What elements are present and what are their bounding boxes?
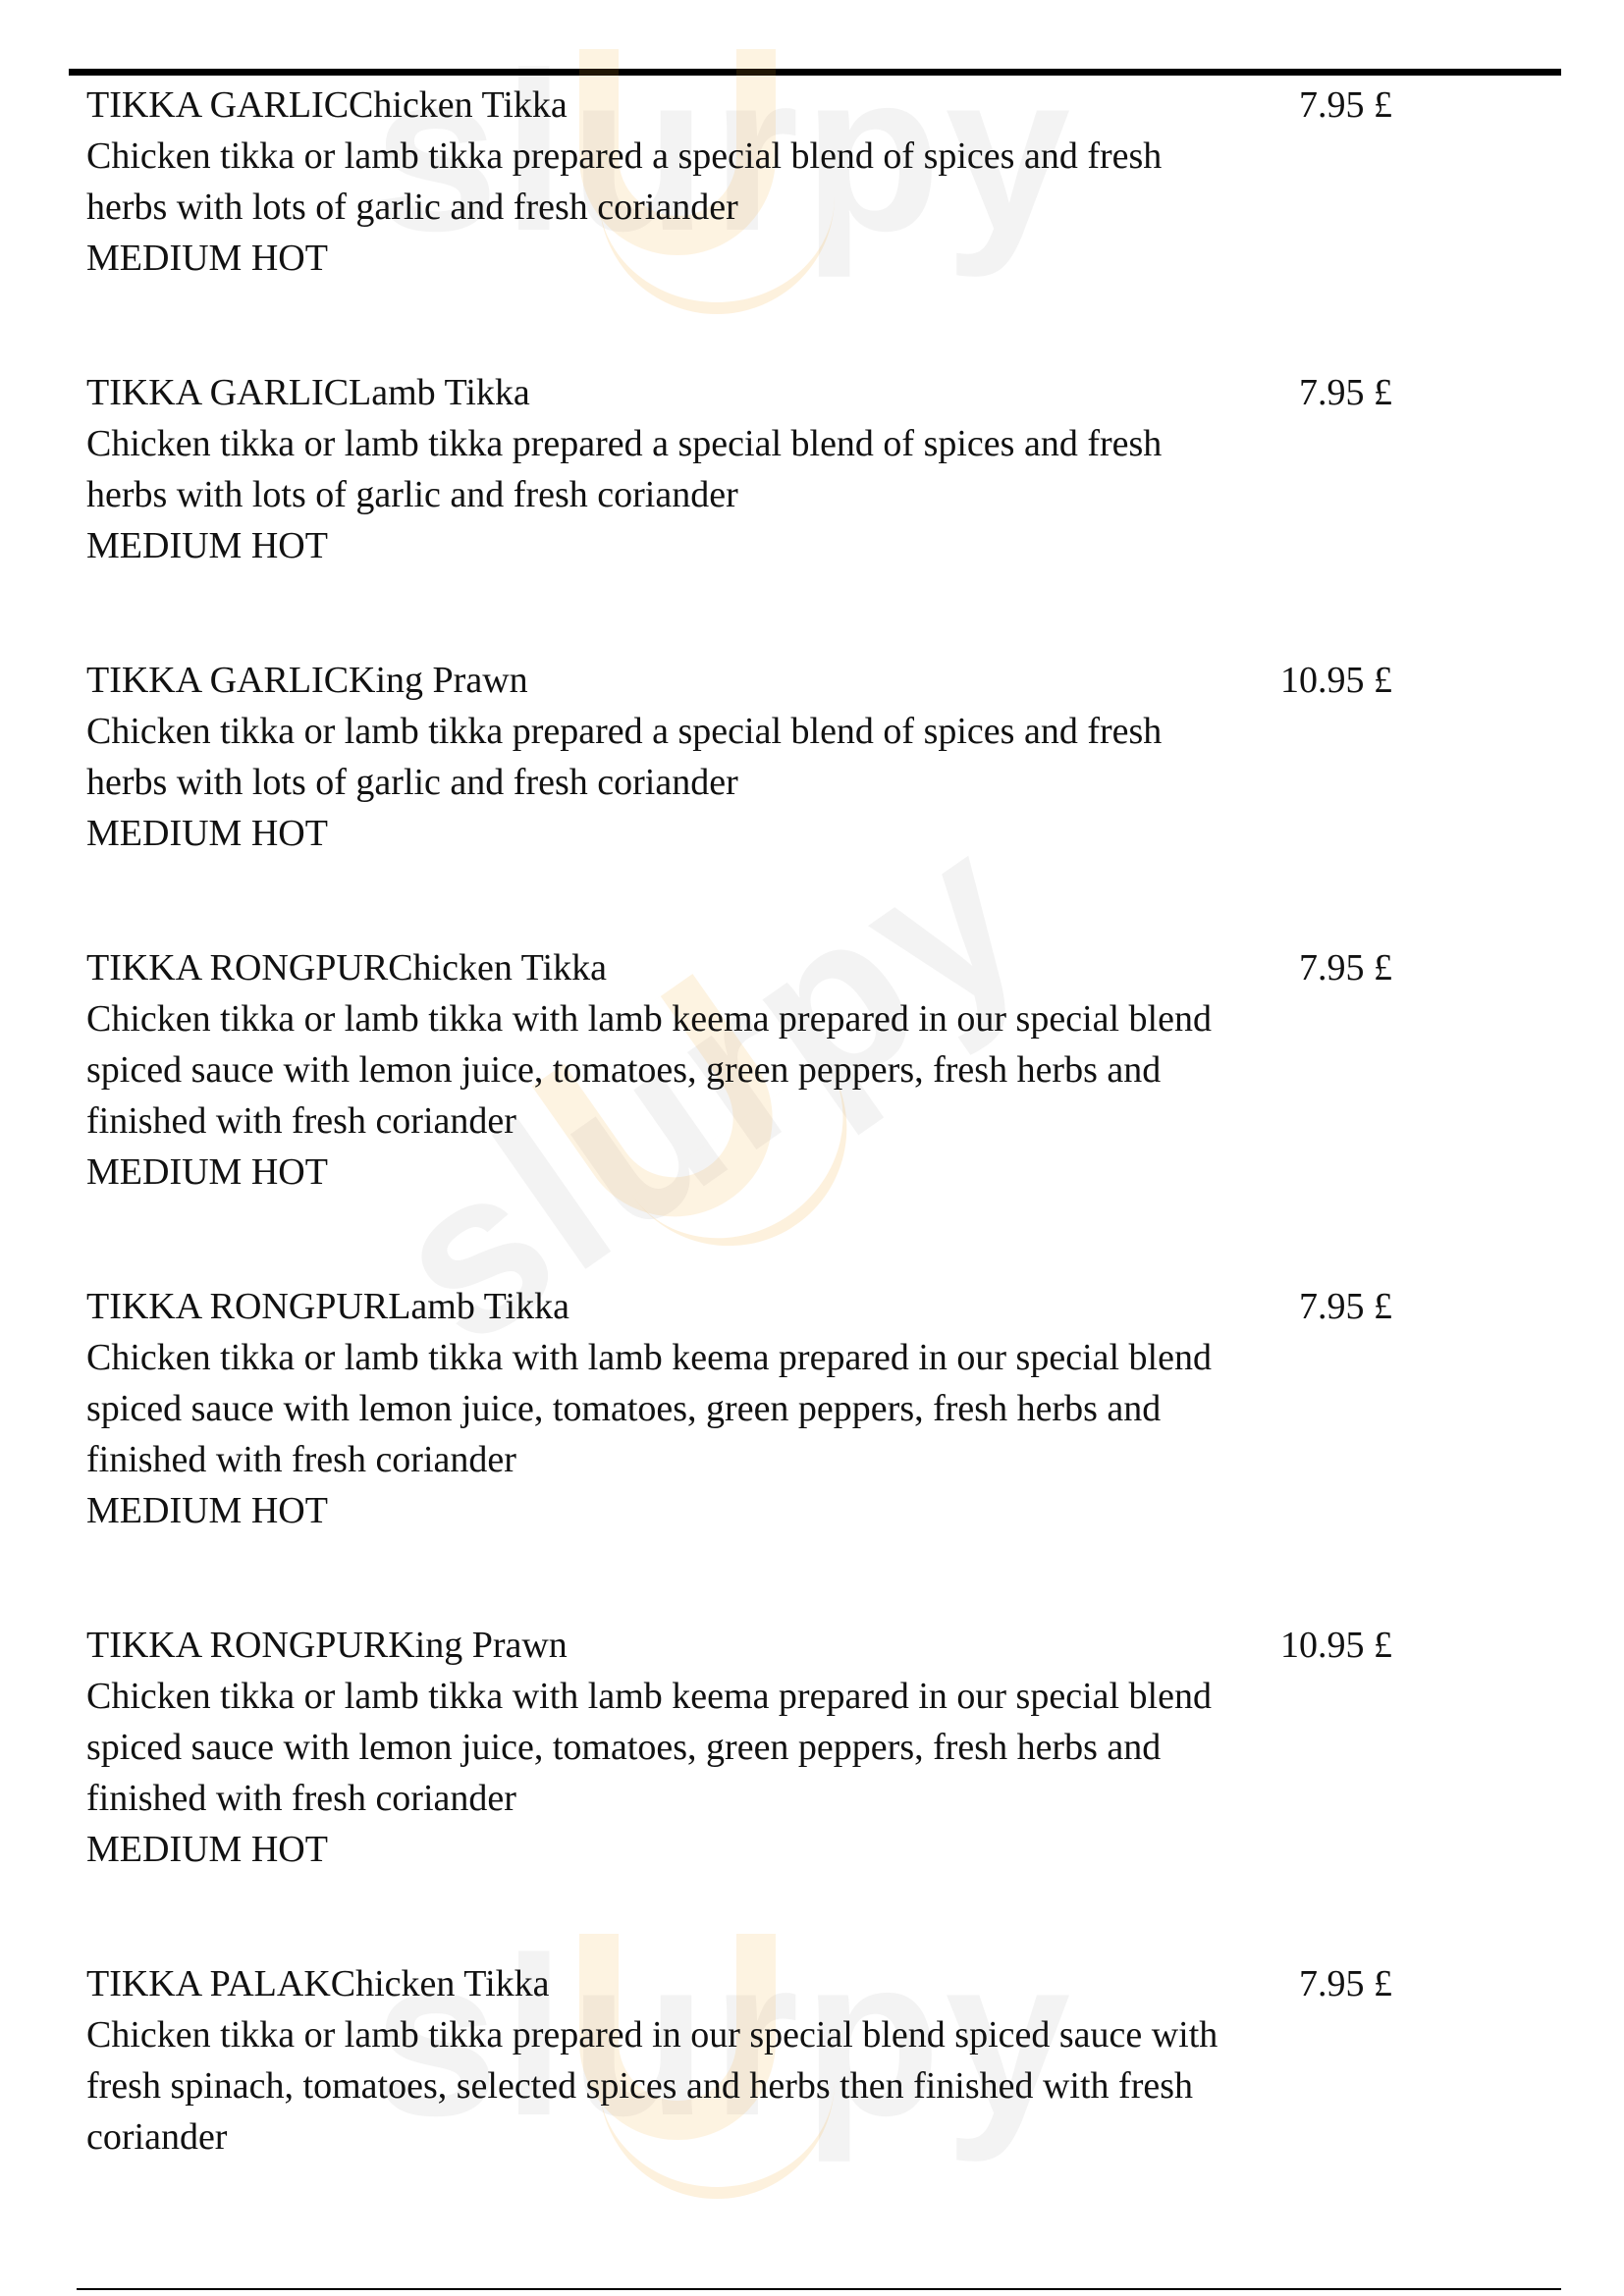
item-title: TIKKA RONGPURLamb Tikka — [86, 1286, 569, 1327]
item-price: 10.95 £ — [1280, 660, 1392, 701]
menu-item — [86, 80, 1392, 284]
menu-item — [86, 1281, 1392, 1536]
item-description: Chicken tikka or lamb tikka prepared in our special blend spiced sauce with fresh spinach, tomatoes, selected spices and herbs then finished with fresh coriander — [86, 2014, 1218, 2158]
menu-list — [86, 80, 1392, 2246]
item-title: TIKKA PALAKChicken Tikka — [86, 1963, 550, 2004]
top-rule — [69, 69, 1561, 76]
item-title: TIKKA RONGPURChicken Tikka — [86, 947, 607, 988]
item-description: Chicken tikka or lamb tikka with lamb keema prepared in our special blend spiced sauce with lemon juice, tomatoes, green peppers, fresh herbs and finished with fresh coriander — [86, 1337, 1212, 1480]
item-description: Chicken tikka or lamb tikka prepared a special blend of spices and fresh herbs with lots of garlic and fresh coriander — [86, 423, 1163, 515]
item-title: TIKKA GARLICLamb Tikka — [86, 372, 530, 413]
item-heat-level: MEDIUM HOT — [86, 1829, 328, 1870]
menu-item — [86, 367, 1392, 571]
item-heat-level: MEDIUM HOT — [86, 1151, 328, 1193]
item-description: Chicken tikka or lamb tikka with lamb keema prepared in our special blend spiced sauce with lemon juice, tomatoes, green peppers, fresh herbs and finished with fresh coriander — [86, 1676, 1212, 1819]
item-title: TIKKA RONGPURKing Prawn — [86, 1625, 568, 1666]
item-price: 7.95 £ — [1299, 372, 1392, 413]
item-price: 10.95 £ — [1280, 1625, 1392, 1666]
item-price: 7.95 £ — [1299, 84, 1392, 126]
item-description: Chicken tikka or lamb tikka prepared a special blend of spices and fresh herbs with lots of garlic and fresh coriander — [86, 135, 1163, 228]
item-title: TIKKA GARLICKing Prawn — [86, 660, 528, 701]
item-heat-level: MEDIUM HOT — [86, 1490, 328, 1531]
menu-item — [86, 942, 1392, 1198]
item-title: TIKKA GARLICChicken Tikka — [86, 84, 568, 126]
item-price: 7.95 £ — [1299, 947, 1392, 988]
item-price: 7.95 £ — [1299, 1286, 1392, 1327]
item-description: Chicken tikka or lamb tikka prepared a special blend of spices and fresh herbs with lots of garlic and fresh coriander — [86, 711, 1163, 803]
item-heat-level: MEDIUM HOT — [86, 525, 328, 566]
bottom-rule — [77, 2288, 1561, 2290]
item-heat-level: MEDIUM HOT — [86, 813, 328, 854]
menu-item — [86, 1620, 1392, 1875]
item-price: 7.95 £ — [1299, 1963, 1392, 2004]
menu-item — [86, 655, 1392, 859]
item-description: Chicken tikka or lamb tikka with lamb keema prepared in our special blend spiced sauce with lemon juice, tomatoes, green peppers, fresh herbs and finished with fresh coriander — [86, 998, 1212, 1142]
menu-item — [86, 1958, 1392, 2163]
item-heat-level: MEDIUM HOT — [86, 238, 328, 279]
